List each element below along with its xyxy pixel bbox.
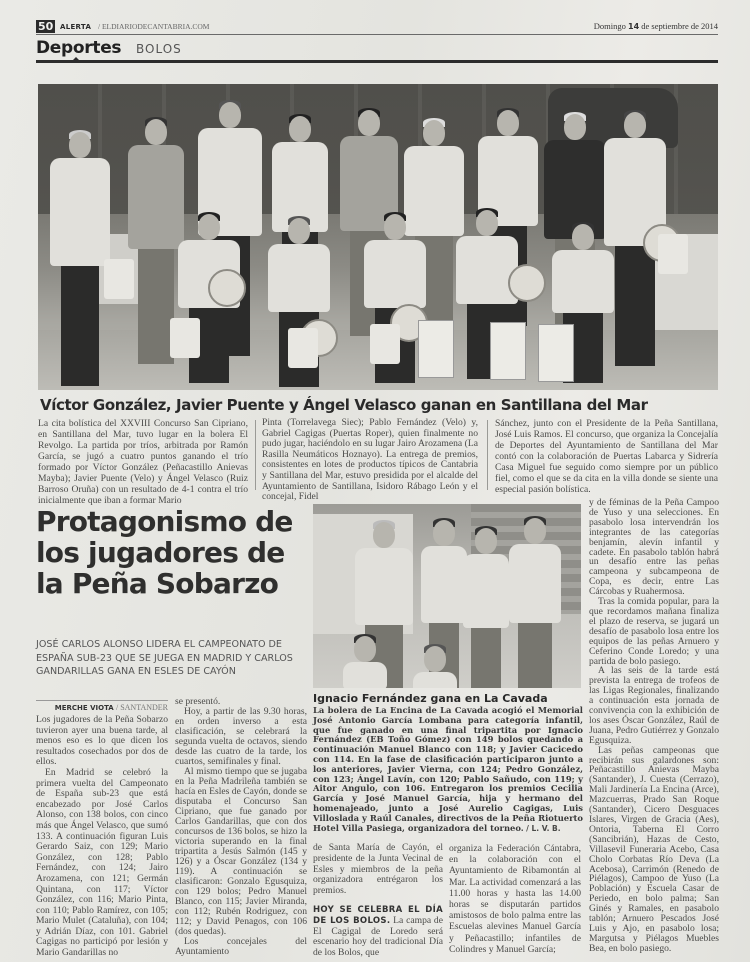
subhead-dia-de-los-bolos: HOY SE CELEBRA EL DÍA DE LOS BOLOS.	[313, 904, 443, 926]
byline-place: / SANTANDER	[115, 703, 168, 712]
gift-box	[538, 324, 574, 382]
byline-author: MERCHE VIOTA	[54, 704, 114, 712]
trophy-plate	[208, 269, 246, 307]
article1-column-2	[262, 418, 478, 503]
person-part	[433, 520, 455, 546]
person-part	[128, 145, 184, 249]
article2-paragraph: se presentó.	[175, 696, 221, 707]
date-month-year: de septiembre de 2014	[641, 21, 718, 31]
person-part	[219, 102, 241, 128]
person-part	[456, 236, 518, 304]
article2-paragraph: Los jugadores de la Peña Sobarzo tuvieron ayer una buena tarde, al menos eso es lo que dicen los resultados cosechados por dos de ellos.	[36, 714, 168, 768]
person-part	[615, 246, 655, 366]
trophy-plate	[508, 264, 546, 302]
article2-column-1	[36, 715, 168, 959]
sidebar-signature: / L. V. B.	[526, 823, 561, 833]
article2-column-3	[313, 843, 443, 959]
person-part	[145, 119, 167, 145]
person-part	[138, 249, 174, 364]
person-part	[413, 672, 457, 688]
article2-paragraph: y de féminas de la Peña Campoo de Yuso y una selecciones. En pasabolo losa intervendrán los integrantes de las categorías benjamín, alevín infantil y cadete. En pasabolo tablón habrá un desafío entre las peñas campeona y subcampeona de Copa, es decir, entre Las Cárcobas y Ruahermosa.	[589, 497, 719, 598]
person-part	[384, 214, 406, 240]
article2-paragraph: Hoy, a partir de las 9.30 horas, en orden inverso a esta clasificación, se celebrará la segunda vuelta de octavos, siendo desde las cuatro de la tarde, los cuartos, semifinales y final.	[175, 706, 307, 767]
person-part	[289, 116, 311, 142]
group-photo-santillana	[38, 84, 718, 390]
date-day: 14	[628, 22, 640, 31]
gift-box	[418, 320, 454, 378]
gift-bag	[370, 324, 400, 364]
article1-column-3	[495, 418, 718, 495]
person-part	[364, 240, 426, 308]
person-part	[343, 662, 387, 688]
page-number: 50	[38, 20, 54, 33]
section-title: Deportes	[36, 38, 122, 58]
person-part	[354, 636, 376, 662]
person-part	[518, 623, 551, 688]
person-part	[572, 224, 594, 250]
person-part	[423, 120, 445, 146]
article2-paragraph: Tras la comida popular, para la que recordamos mañana finaliza el plazo de reserva, se jugará un desafío de pasabolo losa entre los equipos de las peñas Arnuero y Ceferino Conde Loredo; y una partida de bolo pasiego.	[589, 596, 719, 667]
person-part	[564, 114, 586, 140]
person-part	[373, 522, 395, 548]
gift-bag	[288, 328, 318, 368]
person-part	[475, 528, 497, 554]
gift-box	[490, 322, 526, 380]
byline	[36, 700, 168, 713]
article1-column-1	[38, 418, 248, 506]
column-divider	[255, 420, 256, 490]
article2-column-2	[175, 697, 307, 957]
article2-paragraph: de Santa María de Cayón, el presidente de la Junta Vecinal de Esles y miembros de la peña organizadora entrégaron los premios.	[313, 842, 443, 897]
date-weekday: Domingo	[593, 21, 626, 31]
article2-paragraph: Los concejales del Ayuntamiento	[175, 936, 307, 957]
person-part	[624, 112, 646, 138]
person-part	[463, 554, 509, 628]
person-part	[198, 214, 220, 240]
person-part	[497, 110, 519, 136]
person-part	[61, 266, 99, 386]
article1-headline: Víctor González, Javier Puente y Ángel Velasco ganan en Santillana del Mar	[40, 396, 648, 414]
paper-site: / ELDIARIODECANTABRIA.COM	[98, 22, 210, 31]
person-part	[421, 546, 467, 623]
gift-bag	[170, 318, 200, 358]
dateline	[594, 20, 718, 33]
paper-name: ALERTA	[60, 23, 92, 31]
person-part	[404, 146, 464, 236]
person-part	[476, 210, 498, 236]
person-part	[355, 548, 413, 625]
article2-paragraph: Las peñas campeonas que recibirán sus galardones son: Peñacastillo Anievas Mayba (Santander), J. Cuesta (Cerrazo), Mali Jardinería La Encina (Arce), Mazcuerras, Prado San Roque (Santander), Cicero Desguaces Islares, Virgen de Gracia (Aes), Ontoria, Taberna El Corro (Sancibrián), Hazas de Cesto, Villasevil Funeraria Acebo, Casa Cholo Corbatas Río Deva (La Acebosa), Carrimón (Renedo de Piélagos), Campoo de Yuso (La Población) y Escuela Casar de Periedo, en bolo palma; San Ginés y Ramales, en pasabolo tablón; Arnuero Pescados José Luis y Ajo, en pasabolo losa; Margutsa y Piélagos Muebles Bea, en bolo pasiego.	[589, 744, 719, 954]
article2-column-4	[449, 843, 581, 955]
group-photo-la-cavada	[313, 504, 581, 688]
article2-headline: Protagonismo de los jugadores de la Peña Sobarzo	[36, 505, 293, 600]
article2-column-5	[589, 498, 719, 954]
article2-paragraph: En Madrid se celebró la primera vuelta del Campeonato de España sub-23 que está encabezado por José Carlos Alonso, con 138 bolos, con cinco más que Ángel Velasco, que sumó 133. A continuación figuran Luis Gerardo Saiz, con 129; Mario González, con 128; Pablo Fernández, con 124; Jairo Arozamena, con 121; Germán Quintana, con 117; Víctor González, con 116; Mario Pinta, con 110; Pablo Ramírez, con 105; Mario Mulet (Cataluña), con 104; y Adrián Díaz, con 101. Gabriel Cagigas no participó por lesión y Mario Gandarillas no	[36, 766, 168, 959]
gift-bag	[658, 234, 688, 274]
sidebar-body	[313, 706, 583, 833]
person-part	[509, 544, 561, 623]
article2-deck: JOSÉ CARLOS ALONSO LIDERA EL CAMPEONATO DE ESPAÑA SUB-23 QUE SE JUEGA EN MADRID Y CARLOS GANDARILLAS GANA EN ESLES DE CAYÓN	[36, 639, 293, 677]
section-caret-icon	[72, 57, 80, 61]
article2-paragraph: A las seis de la tarde está prevista la entrega de trofeos de las Ligas Regionales, finalizando a continuación esta jornada de convivencia con la exhibición de los ases Óscar González, Raúl de Juana, Pedro Gutiérrez y Gonzalo Egusquiza.	[589, 665, 719, 746]
section-subtitle: BOLOS	[136, 42, 182, 56]
gift-bag	[104, 259, 134, 299]
sidebar-headline: Ignacio Fernández gana en La Cavada	[313, 692, 548, 705]
sidebar-text: La bolera de La Encina de La Cavada acogió el Memorial José Antonio García Lombana para categoría infantil, que fue ganado en una final tripartita por Ignacio Fernández (EB Toño Gómez) con 149 bolos quedando a continuación Manuel Blanco con 118; y Javier Cacicedo con 114. En la fase de clasificación participaron junto a los anteriores, Javier Vierna, con 124; Pedro González, con 123; Ángel Lavín, con 120; Pablo Sañudo, con 119; y Aitor Angulo, con 106. Entregaron los premios Cecilia García y José Manuel García, hija y hermano del homenajeado, junto a José Aurelio Cagigas, Luis Villoslada y Raúl Canales, directivos de la Peña Riotuerto Hotel Villa Pasiega, organizadora del torneo.	[313, 705, 583, 833]
article1-paragraph: Sánchez, junto con el Presidente de la Peña Santillana, José Luis Ramos. El concurso, que organiza la Concejalía de Deportes del Ayuntamiento de Santillana del Mar contó con la colaboración de Puertas Labarca y Sidrería Casa Miguel fue seguido como siempre por un público fiel, como el que se da cita en la villa donde se siente una especial pasión bolística.	[495, 418, 718, 495]
person-part	[50, 158, 110, 266]
person-part	[268, 244, 330, 312]
person-part	[552, 250, 614, 313]
article2-paragraph: La campa de El Cagigal de Loredo será escenario hoy del tradicional Día de los Bolos, que	[313, 914, 443, 959]
article1-paragraph: La cita bolística del XXVIII Concurso San Cipriano, en Santillana del Mar, tuvo lugar en la bolera El Revolgo. La partida por tríos, arbitrada por Ramón García, se jugó a cuatro puntos ganando el trío formado por Víctor González (Peñacastillo Anievas Mayba); Javier Puente (Velo) y Ángel Velasco (Ruiz Barroso Oruña) con un resultado de 4-1 contra el trío inicialmente que iban a formar Mario	[38, 418, 248, 506]
section-header	[36, 38, 718, 63]
article2-paragraph: Al mismo tiempo que se jugaba en la Peña Madrileña también se hacía en Esles de Cayón, donde se disputaba el Concurso San Cipriano, que fue ganado por Carlos Gandarillas, que con dos concursos de 136 bolos, se hizo la victoria superando en la final tripartita a Jesús Salmón (145 y 126) y a Óscar González (134 y 119). A continuación se clasificaron: Gonzalo Egusquiza, con 129 bolos; Pedro Manuel Blanco, con 115; Javier Miranda, con 112; Rubén Rodriguez, con 112; y David Penagos, con 106 (dos quedas).	[175, 766, 307, 937]
masthead	[36, 20, 718, 35]
person-part	[424, 646, 446, 672]
column-divider	[487, 420, 488, 490]
person-part	[358, 110, 380, 136]
person-part	[524, 518, 546, 544]
article2-paragraph: organiza la Federación Cántabra, en la colaboración con el Ayuntamiento de Ribamontán al Mar. La actividad comenzará a las 11.00 horas y hasta las 14.00 horas se disputarán partidos amistosos de bolo palma entre las Escuelas alevines Manuel García y Peñacastillo; infantiles de Colindres y Manuel García;	[449, 843, 581, 955]
person-part	[288, 218, 310, 244]
person-part	[69, 132, 91, 158]
article1-paragraph: Pinta (Torrelavega Siec); Pablo Fernández (Velo) y, Gabriel Cagigas (Puertas Roper), quien finalmente no pudo jugar, haciéndolo en su lugar Jairo Arozamena (La Rasilla Neumáticos Hoznayo). La entrega de premios, consistentes en lotes de productos típicos de Cantabria y Santillana del Mar, estuvo presidida por el alcalde del Ayuntamiento de Santillana, Isidoro Rábago León y el concejal, Fidel	[262, 417, 478, 503]
person-part	[471, 628, 500, 688]
